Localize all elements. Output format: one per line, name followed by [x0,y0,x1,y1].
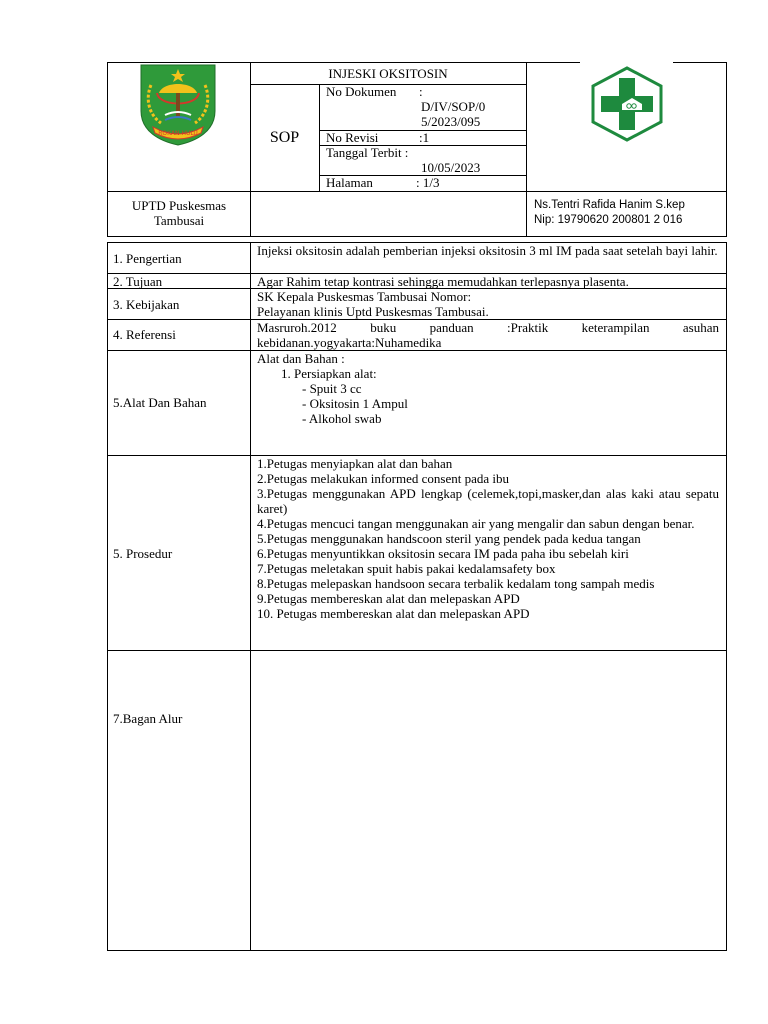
no-dokumen-label: No Dokumen [326,84,397,99]
prosedur-step: 9.Petugas membereskan alat dan melepaskan APD [257,591,520,606]
prosedur-label: 5. Prosedur [113,546,173,561]
prosedur-step: 10. Petugas membereskan alat dan melepaskan APD [257,606,530,621]
sop-label: SOP [269,129,300,146]
halaman-label: Halaman [326,175,373,190]
kebijakan-line2: Pelayanan klinis Uptd Puskesmas Tambusai. [257,304,489,319]
alat-label: 5.Alat Dan Bahan [113,395,207,410]
signer-nip: Nip: 19790620 200801 2 016 [534,214,683,226]
prosedur-step: 5.Petugas menggunakan handscoon steril yang pendek pada kedua tangan [257,531,641,546]
pengertian-text: Injeksi oksitosin adalah pemberian injeksi oksitosin 3 ml IM pada saat setelah bayi lahir. [257,243,718,258]
pengertian-label: 1. Pengertian [113,251,182,266]
tujuan-text: Agar Rahim tetap kontrasi sehingga memudahkan terlepasnya plasenta. [257,274,629,289]
alat-item: - Oksitosin 1 Ampul [302,396,408,411]
prosedur-steps [257,456,719,621]
prosedur-step: 1.Petugas menyiapkan alat dan bahan [257,456,453,471]
no-dokumen-value-1: D/IV/SOP/0 [421,99,486,114]
bagan-alur-label: 7.Bagan Alur [113,711,183,726]
no-dokumen-value-2: 5/2023/095 [421,114,481,129]
alat-sub: 1. Persiapkan alat: [281,366,377,381]
kebijakan-label: 3. Kebijakan [113,297,180,312]
tanggal-terbit-label: Tanggal Terbit : [326,145,409,160]
sop-title: INJESKI OKSITOSIN [328,66,448,81]
svg-text:ROKAN HULU: ROKAN HULU [158,130,198,137]
alat-item: - Alkohol swab [302,411,382,426]
prosedur-step: 4.Petugas mencuci tangan menggunakan air yang mengalir dan sabun dengan benar. [257,516,695,531]
prosedur-step: 3.Petugas menggunakan APD lengkap (celemek,topi,masker,dan alas kaki atau sepatu karet) [257,486,719,516]
org-name-line1: UPTD Puskesmas [131,198,227,213]
prosedur-step: 7.Petugas meletakan spuit habis pakai kedalamsafety box [257,561,556,576]
no-revisi-label: No Revisi [326,130,379,145]
bagan-alur-area [251,651,726,950]
prosedur-step: 6.Petugas menyuntikkan oksitosin secara IM pada paha ibu sebelah kiri [257,546,629,561]
no-revisi-value: :1 [419,130,430,145]
prosedur-step: 8.Petugas melepaskan handsoon secara terbalik kedalam tong sampah medis [257,576,655,591]
org-name-line2: Tambusai [153,213,205,228]
no-dokumen-colon: : [419,84,423,99]
puskesmas-cross-icon [588,66,666,142]
halaman-value: : 1/3 [416,175,440,190]
alat-item: - Spuit 3 cc [302,381,362,396]
tanggal-terbit-value: 10/05/2023 [421,160,481,175]
prosedur-step: 2.Petugas melakukan informed consent pada ibu [257,471,509,486]
alat-intro: Alat dan Bahan : [257,351,345,366]
tujuan-label: 2. Tujuan [113,274,163,289]
referensi-text: Masruroh.2012 buku panduan :Praktik keterampilan asuhan kebidanan.yogyakarta:Nuhamedika [257,320,719,350]
referensi-label: 4. Referensi [113,327,176,342]
kebijakan-line1: SK Kepala Puskesmas Tambusai Nomor: [257,289,472,304]
regency-crest-icon [139,63,217,147]
signer-name: Ns.Tentri Rafida Hanim S.kep [534,199,685,211]
